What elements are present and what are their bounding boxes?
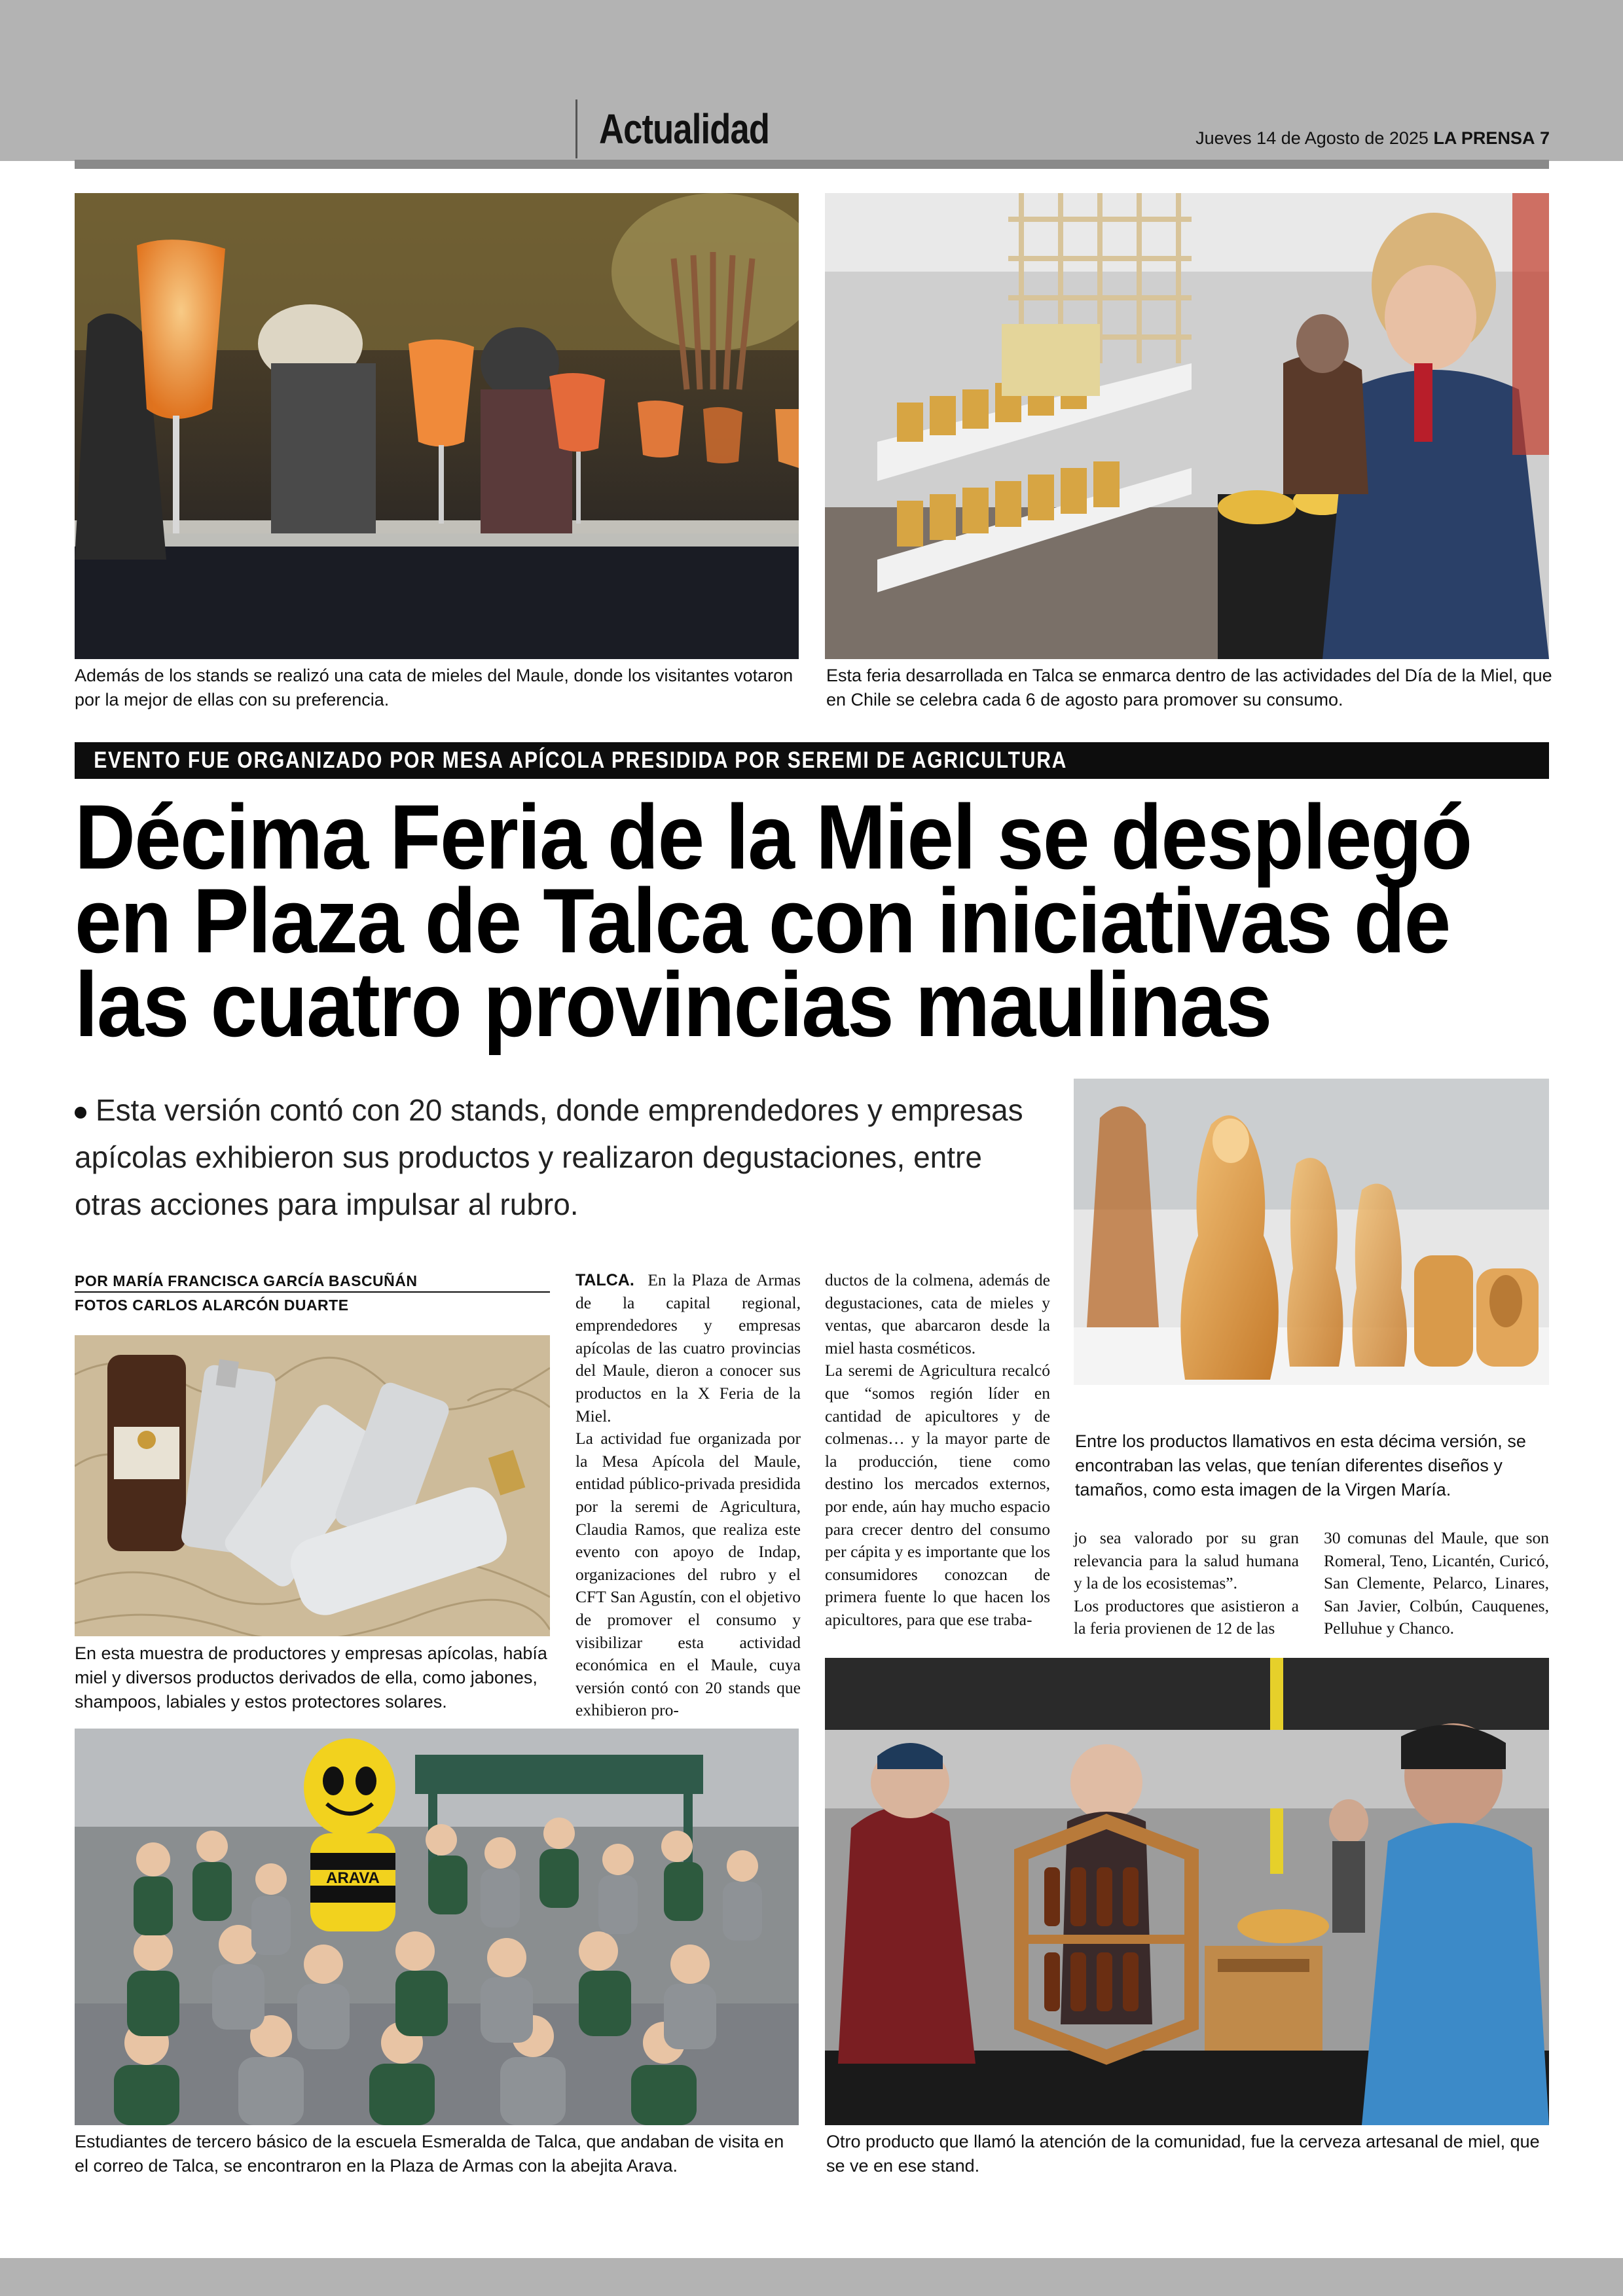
body-column-1 (575, 1269, 801, 1722)
caption-honey-tasting: Además de los stands se realizó una cata de mieles del Maule, donde los visitantes votaron por la mejor de ellas con su preferencia. (75, 666, 793, 709)
body-paragraph-1: En la Plaza de Armas de la capital regional, emprendedores y empresas apícolas de las cuatro provincias del Maule, dieron a conocer sus productos en la X Feria de la Miel. (575, 1270, 801, 1426)
body-paragraph-2: La actividad fue organizada por la Mesa Apícola del Maule, entidad público-privada presidida por la seremi de Agricultura, Claudia Ramos, que realiza este evento con apoyo de Indap, organizaciones del rubro y el CFT San Agustín, con el objetivo de promover el consumo y visibilizar esta actividad económica en el Maule, cuya versión contó con 20 stands que exhibieron pro- (575, 1429, 801, 1720)
footer-band (0, 2258, 1623, 2296)
photo-students (75, 1729, 799, 2125)
deck (75, 1086, 1057, 1228)
photo-fair-stand (825, 193, 1549, 659)
page-dateline (1195, 128, 1550, 149)
kicker-bar (75, 742, 1549, 779)
photo-candles (1074, 1079, 1549, 1385)
mascot-label: ARAVA (326, 1869, 380, 1887)
headline (75, 785, 1472, 1056)
kicker-text: EVENTO FUE ORGANIZADO POR MESA APÍCOLA PRESIDIDA POR SEREMI DE AGRICULTURA (94, 747, 1068, 773)
deck-text: Esta versión contó con 20 stands, donde emprendedores y empresas apícolas exhibieron sus productos y realizaron degustaciones, entre otras acciones para impulsar al rubro. (75, 1093, 1023, 1221)
header-divider (575, 99, 577, 158)
page-number: 7 (1539, 128, 1550, 148)
headline-line-2: en Plaza de Talca con iniciativas de (75, 869, 1450, 972)
caption-candles: Entre los productos llamativos en esta décima versión, se encontraban las velas, que tenían diferentes diseños y tamaños, como esta imagen de la Virgen María. (1075, 1431, 1526, 1499)
caption-beer-stand: Otro producto que llamó la atención de la comunidad, fue la cerveza artesanal de miel, que se ve en ese stand. (826, 2132, 1540, 2176)
body-paragraph-4: La seremi de Agricultura recalcó que “somos región líder en cantidad de apicultores y de colmenas… y la mayor parte de la producción, tiene como destino los mercados externos, por ende, aún hay mucho espacio para crecer dentro del consumo per cápita y es importante que los consumidores conozcan de primera fuente lo que hacen los apicultores, para que ese traba- (825, 1361, 1050, 1629)
caption-products: En esta muestra de productores y empresas apícolas, había miel y diversos productos derivados de ella, como jabones, shampoos, labiales y estos protectores solares. (75, 1643, 547, 1712)
body-paragraph-7: 30 comunas del Maule, que son Romeral, Teno, Licantén, Curicó, San Clemente, Pelarco, Linares, San Javier, Colbún, Cauquenes, Pelluhue y Chanco. (1324, 1528, 1549, 1638)
dateline-city: TALCA. (575, 1271, 634, 1289)
headline-line-3: las cuatro provincias maulinas (75, 953, 1271, 1056)
paper-name: LA PRENSA (1433, 128, 1535, 148)
body-column-4 (1324, 1527, 1549, 1640)
body-paragraph-5: jo sea valorado por su gran relevancia para la salud humana y la de los ecosistemas”. (1074, 1528, 1299, 1593)
body-column-2 (825, 1269, 1050, 1632)
byline-photos: FOTOS CARLOS ALARCÓN DUARTE (75, 1297, 349, 1314)
byline-rule (75, 1291, 550, 1293)
body-paragraph-6: Los productores que asistieron a la feria provienen de 12 de las (1074, 1596, 1299, 1638)
issue-date: Jueves 14 de Agosto de 2025 (1195, 128, 1429, 148)
bullet-icon (75, 1107, 86, 1119)
header-rule (75, 160, 1549, 169)
caption-fair-stand: Esta feria desarrollada en Talca se enmarca dentro de las actividades del Día de la Miel, que en Chile se celebra cada 6 de agosto para promover su consumo. (826, 666, 1552, 709)
body-paragraph-3: ductos de la colmena, además de degustaciones, cata de mieles y ventas, que abarcaron desde la miel hasta cosméticos. (825, 1270, 1050, 1357)
photo-products (75, 1335, 550, 1636)
byline-author: POR MARÍA FRANCISCA GARCÍA BASCUÑÁN (75, 1272, 418, 1289)
headline-line-1: Décima Feria de la Miel se desplegó (75, 785, 1472, 888)
photo-honey-tasting (75, 193, 799, 659)
photo-beer-stand (825, 1658, 1549, 2125)
caption-students: Estudiantes de tercero básico de la escuela Esmeralda de Talca, que andaban de visita en el correo de Talca, se encontraron en la Plaza de Armas con la abejita Arava. (75, 2132, 784, 2176)
body-column-3 (1074, 1527, 1299, 1640)
section-name: Actualidad (599, 105, 770, 152)
